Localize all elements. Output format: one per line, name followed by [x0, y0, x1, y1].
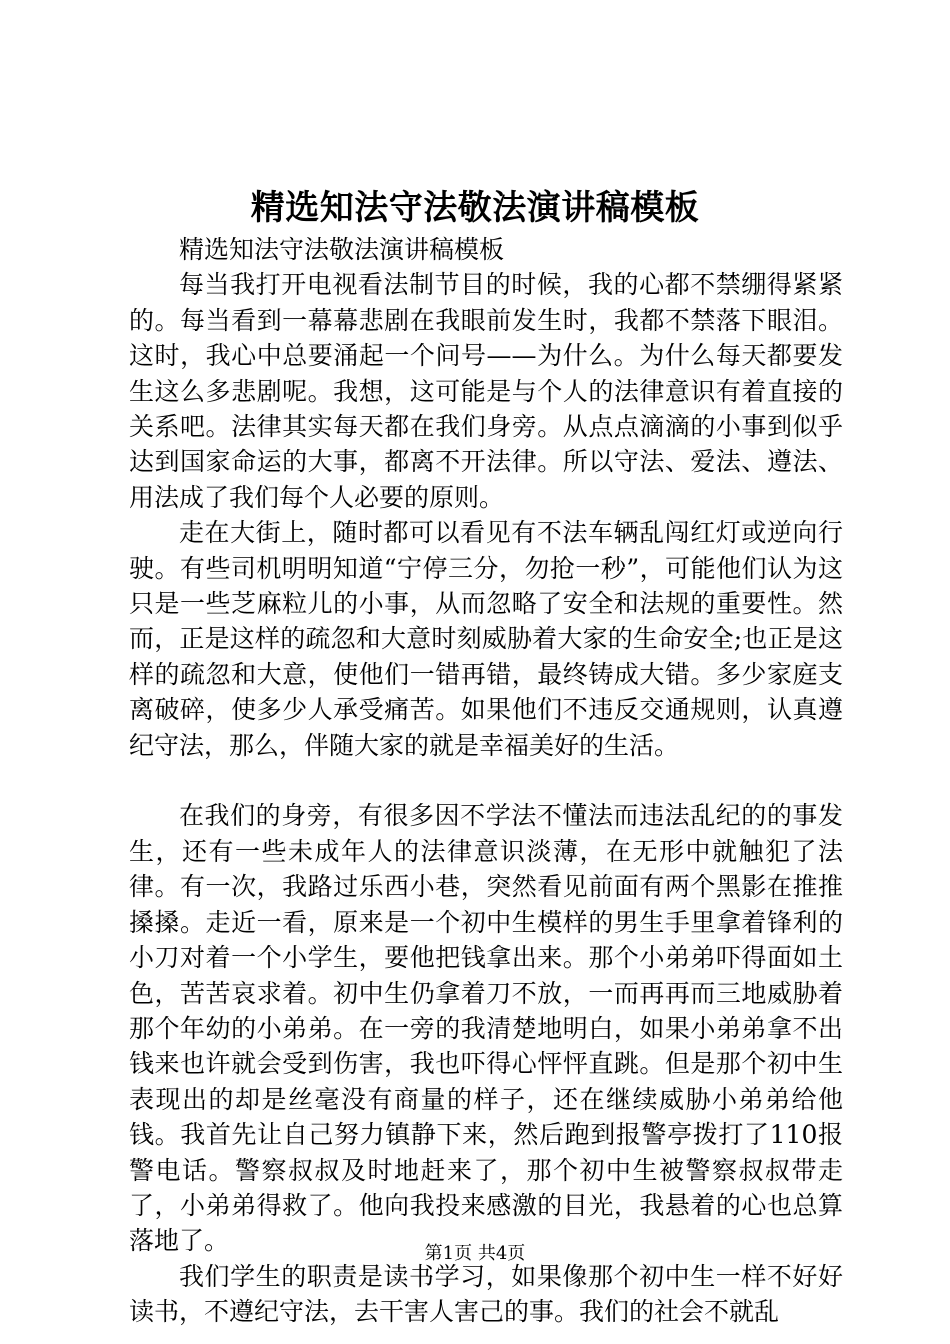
- page-title: 精选知法守法敬法演讲稿模板: [250, 188, 700, 228]
- paragraph: 每当我打开电视看法制节目的时候，我的心都不禁绷得紧紧的。每当看到一幕幕悲剧在我眼前发生时，我都不禁落下眼泪。这时，我心中总要涌起一个问号——为什么。为什么每天都要发生这么多悲剧呢。我想，这可能是与个人的法律意识有着直接的关系吧。法律其实每天都在我们身旁。从点点滴滴的小事到似乎达到国家命运的大事，都离不开法律。所以守法、爱法、遵法、用法成了我们每个人必要的原则。: [129, 270, 843, 512]
- page-footer: 第1页 共4页: [424, 1243, 526, 1264]
- paragraph: 在我们的身旁，有很多因不学法不懂法而违法乱纪的的事发生，还有一些未成年人的法律意识淡薄，在无形中就触犯了法律。有一次，我路过乐西小巷，突然看见前面有两个黑影在推推搡搡。走近一看，原来是一个初中生模样的男生手里拿着锋利的小刀对着一个小学生，要他把钱拿出来。那个小弟弟吓得面如土色，苦苦哀求着。初中生仍拿着刀不放，一而再再而三地威胁着那个年幼的小弟弟。在一旁的我清楚地明白，如果小弟弟拿不出钱来也许就会受到伤害，我也吓得心怦怦直跳。但是那个初中生表现出的却是丝毫没有商量的样子，还在继续威胁小弟弟给他钱。我首先让自己努力镇静下来，然后跑到报警亭拨打了110报警电话。警察叔叔及时地赶来了，那个初中生被警察叔叔带走了，小弟弟得救了。他向我投来感激的目光，我悬着的心也总算落地了。: [129, 801, 843, 1256]
- paragraph-spacer: [129, 763, 843, 798]
- paragraph: 我们学生的职责是读书学习，如果像那个初中生一样不好好读书，不遵纪守法，去干害人害己的事。我们的社会不就乱: [129, 1261, 843, 1327]
- document-body: [129, 232, 843, 1330]
- paragraph: 走在大街上，随时都可以看见有不法车辆乱闯红灯或逆向行驶。有些司机明明知道“宁停三分，勿抢一秒”，可能他们认为这只是一些芝麻粒儿的小事，从而忽略了安全和法规的重要性。然而，正是这样的疏忽和大意时刻威胁着大家的生命安全;也正是这样的疏忽和大意，使他们一错再错，最终铸成大错。多少家庭支离破碎，使多少人承受痛苦。如果他们不违反交通规则，认真遵纪守法，那么，伴随大家的就是幸福美好的生活。: [129, 518, 843, 760]
- paragraph-subtitle: 精选知法守法敬法演讲稿模板: [179, 235, 505, 264]
